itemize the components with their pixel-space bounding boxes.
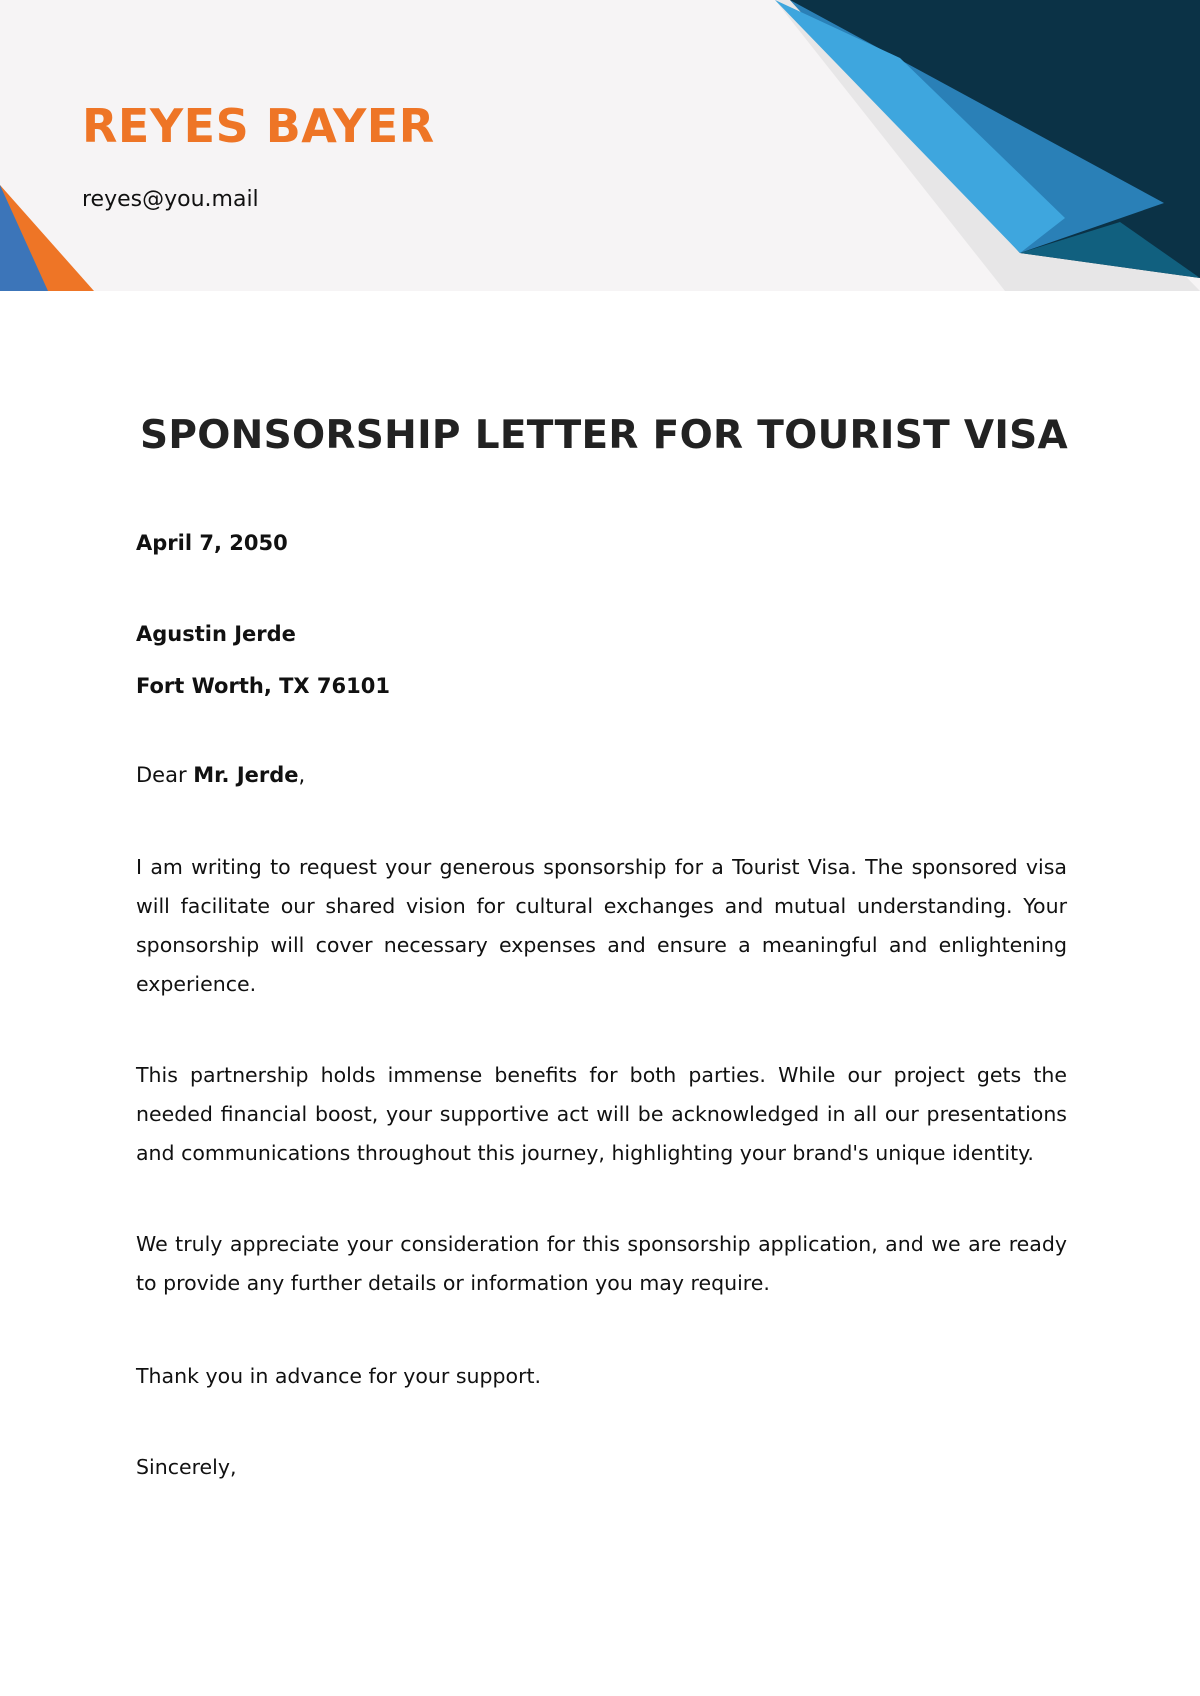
salutation-name: Mr. Jerde — [193, 763, 299, 787]
letter-title: SPONSORSHIP LETTER FOR TOURIST VISA — [139, 413, 1069, 458]
salutation-prefix: Dear — [136, 763, 194, 787]
body-paragraph: We truly appreciate your consideration for this sponsorship application, and we are ready to provide any further details or information you may require. — [136, 1232, 1067, 1295]
thanks-line: Thank you in advance for your support. — [136, 1364, 542, 1388]
letter-date: April 7, 2050 — [136, 531, 288, 555]
salutation-suffix: , — [298, 763, 306, 787]
recipient-name: Agustin Jerde — [136, 622, 296, 646]
sender-email: reyes@you.mail — [82, 187, 259, 212]
recipient-address: Fort Worth, TX 76101 — [136, 674, 390, 698]
salutation — [136, 765, 305, 786]
sender-name: REYES BAYER — [82, 99, 435, 153]
body-paragraph: I am writing to request your generous sponsorship for a Tourist Visa. The sponsored visa will facilitate our shared vision for cultural exchanges and mutual understanding. Your sponsorship will cover necessary expenses and ensure a meaningful and enlightening experience. — [136, 855, 1067, 996]
body-paragraph: This partnership holds immense benefits for both parties. While our project gets the needed financial boost, your supportive act will be acknowledged in all our presentations and communications throughout this journey, highlighting your brand's unique identity. — [136, 1063, 1067, 1165]
closing-line: Sincerely, — [136, 1455, 237, 1479]
letterhead — [0, 0, 1200, 291]
